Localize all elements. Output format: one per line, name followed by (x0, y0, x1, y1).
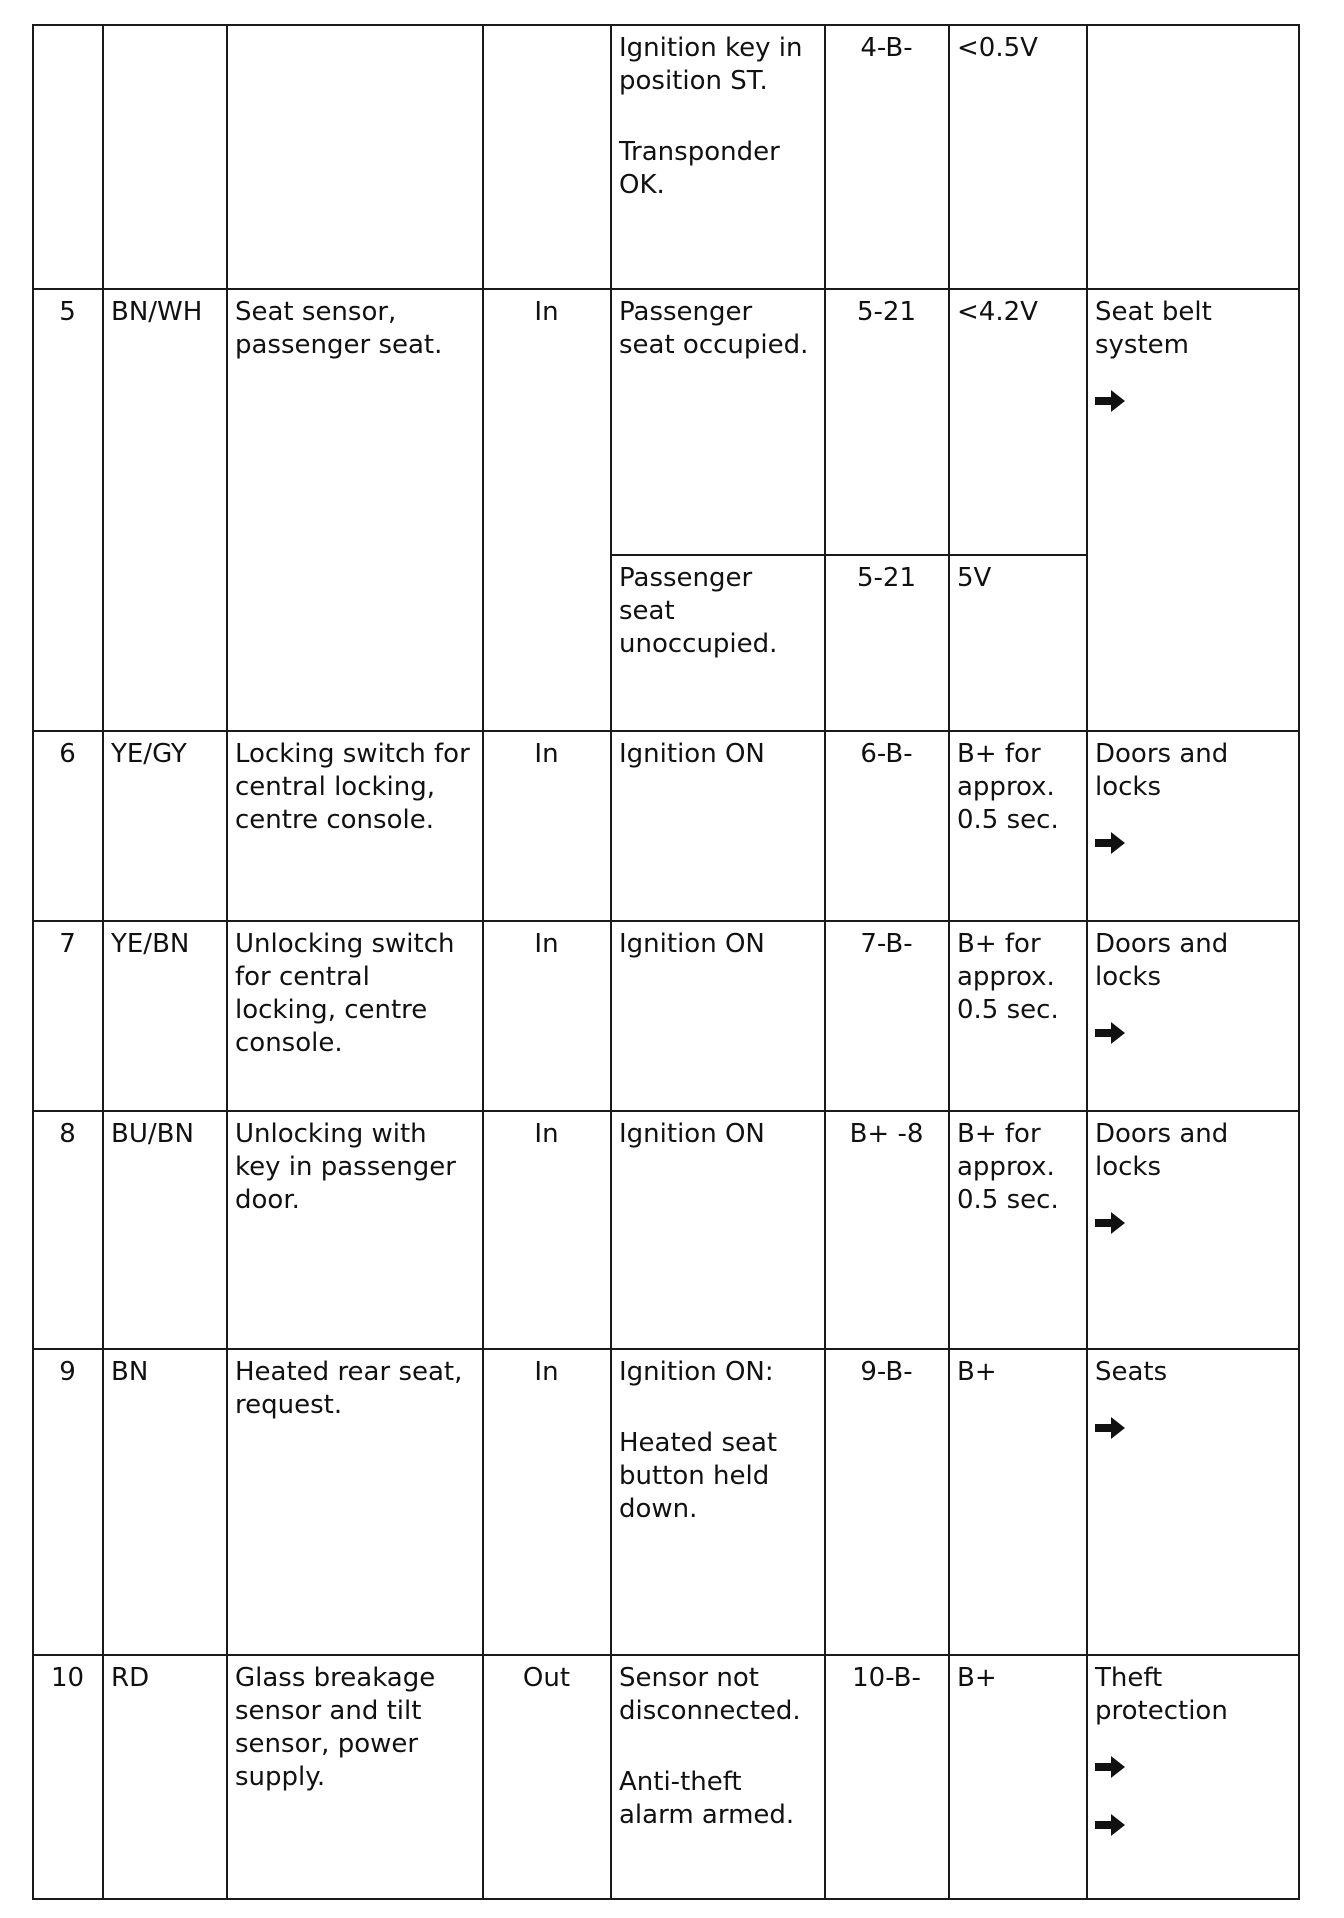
table-rule (32, 24, 34, 1900)
pin-number: 9 (59, 1357, 76, 1387)
measurement-points: 7-B- (860, 929, 913, 959)
pin-function: Locking switch for central locking, centre console. (235, 739, 470, 835)
table-rule (226, 24, 228, 1900)
reference-text: Seat belt system (1095, 297, 1212, 360)
nominal-value: <4.2V (957, 297, 1038, 327)
condition (610, 24, 824, 288)
wire-color: YE/BN (111, 929, 190, 959)
pin-number: 10 (50, 1663, 85, 1693)
condition-text: Heated seat button held down. (619, 1428, 778, 1524)
nominal-value: B+ for approx. 0.5 sec. (957, 739, 1059, 835)
pin-number: 8 (59, 1119, 76, 1149)
condition-text: Ignition ON (619, 929, 765, 959)
signal-direction: In (534, 297, 559, 327)
measurement-points: 6-B- (860, 739, 913, 769)
reference (1086, 920, 1300, 1110)
nominal-value: B+ for approx. 0.5 sec. (957, 1119, 1059, 1215)
condition (610, 288, 824, 554)
condition-text: Ignition key in position ST. (619, 33, 803, 96)
condition (610, 1110, 824, 1348)
pin-function: Unlocking switch for central locking, centre console. (235, 929, 455, 1058)
pin-table (32, 24, 1300, 1900)
nominal-value: B+ (957, 1663, 997, 1693)
reference-text: Doors and locks (1095, 1119, 1229, 1182)
reference-text: Doors and locks (1095, 739, 1229, 802)
reference-text: Seats (1095, 1357, 1168, 1387)
table-rule (610, 24, 612, 1900)
condition-text: Anti-theft alarm armed. (619, 1767, 795, 1830)
nominal-value: <0.5V (957, 33, 1038, 63)
wire-color: YE/GY (111, 739, 187, 769)
condition (610, 1348, 824, 1654)
pin-function: Unlocking with key in passenger door. (235, 1119, 456, 1215)
nominal-value: B+ for approx. 0.5 sec. (957, 929, 1059, 1025)
nominal-value: 5V (957, 563, 992, 593)
table-rule (32, 1898, 1300, 1900)
nominal-value: B+ (957, 1357, 997, 1387)
table-rule (1086, 24, 1088, 1900)
condition (610, 730, 824, 920)
measurement-points: 9-B- (860, 1357, 913, 1387)
signal-direction: In (534, 739, 559, 769)
table-rule (32, 730, 1300, 732)
condition (610, 920, 824, 1110)
table-rule (824, 24, 826, 1900)
reference (1086, 288, 1300, 730)
wire-color: BN/WH (111, 297, 203, 327)
measurement-points: 4-B- (860, 33, 913, 63)
condition (610, 554, 824, 730)
table-rule (32, 1110, 1300, 1112)
reference-text: Doors and locks (1095, 929, 1229, 992)
right-arrow-icon[interactable] (1095, 1022, 1125, 1044)
pin-number (32, 24, 102, 288)
reference-text: Theft protection (1095, 1663, 1228, 1726)
condition-text: Ignition ON (619, 739, 765, 769)
table-rule (32, 920, 1300, 922)
reference (1086, 24, 1300, 288)
condition-text: Passenger seat unoccupied. (619, 563, 778, 659)
right-arrow-icon[interactable] (1095, 1756, 1125, 1778)
pin-function (226, 24, 482, 288)
signal-direction: In (534, 1357, 559, 1387)
table-rule (482, 24, 484, 1900)
table-rule (102, 24, 104, 1900)
table-rule (32, 1348, 1300, 1350)
condition-text: Passenger seat occupied. (619, 297, 809, 360)
table-rule (610, 554, 1086, 556)
pin-function: Seat sensor, passenger seat. (235, 297, 443, 360)
condition (610, 1654, 824, 1900)
reference (1086, 1110, 1300, 1348)
table-rule (32, 1654, 1300, 1656)
right-arrow-icon[interactable] (1095, 832, 1125, 854)
pin-function: Glass breakage sensor and tilt sensor, power supply. (235, 1663, 436, 1792)
signal-direction: Out (522, 1663, 571, 1693)
reference (1086, 1654, 1300, 1900)
wire-color (102, 24, 226, 288)
wire-color: RD (111, 1663, 150, 1693)
right-arrow-icon[interactable] (1095, 1212, 1125, 1234)
signal-direction: In (534, 929, 559, 959)
table-rule (32, 288, 1300, 290)
wire-color: BN (111, 1357, 149, 1387)
table-rule (32, 24, 1300, 26)
condition-text: Transponder OK. (619, 137, 780, 200)
wire-color: BU/BN (111, 1119, 194, 1149)
reference (1086, 730, 1300, 920)
right-arrow-icon[interactable] (1095, 1814, 1125, 1836)
condition-text: Ignition ON (619, 1119, 765, 1149)
reference (1086, 1348, 1300, 1654)
right-arrow-icon[interactable] (1095, 390, 1125, 412)
pin-function: Heated rear seat, request. (235, 1357, 463, 1420)
pin-number: 5 (59, 297, 76, 327)
measurement-points: 10-B- (852, 1663, 921, 1693)
measurement-points: B+ -8 (849, 1119, 924, 1149)
pin-number: 7 (59, 929, 76, 959)
signal-direction: In (534, 1119, 559, 1149)
signal-direction (482, 24, 610, 288)
condition-text: Ignition ON: (619, 1357, 774, 1387)
pin-number: 6 (59, 739, 76, 769)
condition-text: Sensor not disconnected. (619, 1663, 801, 1726)
right-arrow-icon[interactable] (1095, 1417, 1125, 1439)
measurement-points: 5-21 (856, 563, 916, 593)
table-rule (1298, 24, 1300, 1900)
table-rule (948, 24, 950, 1900)
measurement-points: 5-21 (856, 297, 916, 327)
